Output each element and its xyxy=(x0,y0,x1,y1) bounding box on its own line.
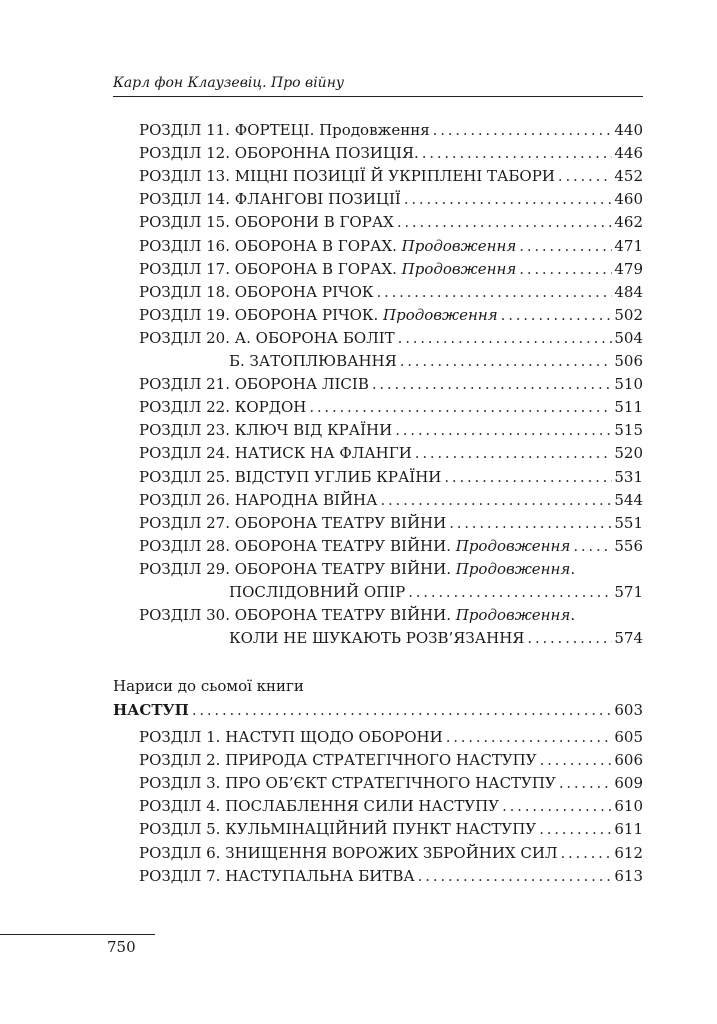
toc-part-entry[interactable] xyxy=(113,700,643,720)
toc-page-number: 511 xyxy=(614,398,643,417)
toc-entry[interactable] xyxy=(139,374,643,394)
toc-entry[interactable] xyxy=(139,727,643,747)
toc-entry-title xyxy=(139,120,430,140)
toc-entry-text: РОЗДІЛ 29. ОБОРОНА ТЕАТРУ ВІЙНИ. xyxy=(139,559,456,578)
toc-entry[interactable] xyxy=(139,750,643,770)
toc-entry-text: РОЗДІЛ 24. НАТИСК НА ФЛАНГИ xyxy=(139,444,412,463)
toc-entry[interactable] xyxy=(139,212,643,232)
toc-entry-title xyxy=(139,536,570,556)
toc-entry-title xyxy=(139,843,557,863)
leader-dots xyxy=(433,120,613,140)
toc-entry-text: РОЗДІЛ 3. ПРО ОБ’ЄКТ СТРАТЕГІЧНОГО НАСТУПУ xyxy=(139,774,556,793)
toc-page-number: 609 xyxy=(614,774,643,793)
leader-dots xyxy=(380,490,612,510)
toc-entry-text: РОЗДІЛ 4. ПОСЛАБЛЕННЯ СИЛИ НАСТУПУ xyxy=(139,797,500,816)
leader-dots xyxy=(540,750,613,770)
leader-dots xyxy=(446,727,613,747)
leader-dots xyxy=(560,843,612,863)
toc-entry-title xyxy=(139,750,537,770)
toc-entry-title xyxy=(139,236,516,256)
toc-entry[interactable] xyxy=(139,819,643,839)
toc-page-number: 574 xyxy=(614,629,643,648)
toc-entry[interactable] xyxy=(139,559,643,579)
toc-entry-text: РОЗДІЛ 11. ФОРТЕЦІ. Продовження xyxy=(139,121,430,139)
toc-entry-text: РОЗДІЛ 7. НАСТУПАЛЬНА БИТВА xyxy=(139,866,415,885)
toc-entry-title xyxy=(139,796,499,816)
toc-entry-title xyxy=(139,420,392,440)
leader-dots xyxy=(192,700,613,720)
toc-entry-title xyxy=(139,727,443,747)
toc-entry-text: РОЗДІЛ 30. ОБОРОНА ТЕАТРУ ВІЙНИ. xyxy=(139,606,456,625)
toc-entry-title xyxy=(139,166,555,186)
toc-entry[interactable] xyxy=(139,796,643,816)
toc-entry[interactable] xyxy=(229,351,643,371)
toc-entry-title xyxy=(139,189,401,209)
toc-page-number: 504 xyxy=(614,328,643,347)
toc-entry-title xyxy=(229,582,405,602)
toc-entry-title xyxy=(139,866,415,886)
section-title: Нариси до сьомої книги xyxy=(113,677,304,695)
toc-entry[interactable] xyxy=(139,773,643,793)
toc-page-number: 611 xyxy=(614,820,643,839)
toc-entry-title xyxy=(139,467,441,487)
toc-page-number: 440 xyxy=(614,121,643,139)
toc-entry-text: РОЗДІЛ 17. ОБОРОНА В ГОРАХ. xyxy=(139,259,402,278)
toc-page-number: 515 xyxy=(614,421,643,440)
leader-dots xyxy=(502,796,612,816)
leader-dots xyxy=(559,773,613,793)
toc-page-number: 544 xyxy=(614,490,643,509)
toc-entry-text: Б. ЗАТОПЛЮВАННЯ xyxy=(229,352,397,370)
toc-entry[interactable] xyxy=(139,513,643,533)
toc-page-number: 571 xyxy=(614,583,643,601)
toc-entry-text: РОЗДІЛ 26. НАРОДНА ВІЙНА xyxy=(139,490,378,509)
toc-entry-title xyxy=(139,212,394,232)
toc-page-number: 479 xyxy=(614,259,643,278)
toc-page-number: 506 xyxy=(614,352,643,370)
toc-entry-tail: . xyxy=(570,559,576,578)
leader-dots xyxy=(377,282,613,302)
toc-entry[interactable] xyxy=(139,443,643,463)
leader-dots xyxy=(519,259,612,279)
toc-entry-title xyxy=(139,490,377,510)
toc-page-number: 605 xyxy=(614,728,643,746)
leader-dots xyxy=(444,467,612,487)
leader-dots xyxy=(501,305,613,325)
toc-entry[interactable] xyxy=(229,628,643,648)
leader-dots xyxy=(404,189,613,209)
toc-entry-title xyxy=(139,559,575,579)
toc-entry-continuation: Продовження xyxy=(401,236,517,255)
toc-entry[interactable] xyxy=(139,467,643,487)
toc-entry-text: РОЗДІЛ 22. КОРДОН xyxy=(139,398,307,417)
toc-entry-text: РОЗДІЛ 15. ОБОРОНИ В ГОРАХ xyxy=(139,213,394,232)
toc-entry-text: РОЗДІЛ 12. ОБОРОННА ПОЗИЦІЯ. xyxy=(139,144,419,163)
toc-entry[interactable] xyxy=(139,328,643,348)
leader-dots xyxy=(558,166,612,186)
toc-entry[interactable] xyxy=(139,282,643,302)
toc-entry-title xyxy=(139,605,575,625)
running-header: Карл фон Клаузевіц. Про війну xyxy=(113,75,345,91)
toc-entry-title xyxy=(139,443,412,463)
toc-entry-text: РОЗДІЛ 19. ОБОРОНА РІЧОК. xyxy=(139,305,384,324)
toc-page-number: 460 xyxy=(614,190,643,209)
toc-entry-text: РОЗДІЛ 20. А. ОБОРОНА БОЛІТ xyxy=(139,328,395,347)
toc-entry-text: КОЛИ НЕ ШУКАЮТЬ РОЗВ’ЯЗАННЯ xyxy=(229,629,525,648)
toc-entry-continuation: Продовження xyxy=(401,259,517,278)
toc-entry[interactable] xyxy=(139,259,643,279)
toc-page-number: 612 xyxy=(614,843,643,862)
toc-entry-continuation: Продовження xyxy=(383,305,498,324)
toc-page-number: 603 xyxy=(614,701,643,719)
toc-page-number: 452 xyxy=(614,167,643,186)
toc-entry-title xyxy=(139,513,446,533)
toc-page-number: 556 xyxy=(614,536,643,555)
toc-page-number: 462 xyxy=(614,213,643,232)
toc-entry-title xyxy=(229,628,524,648)
toc-entry-title xyxy=(139,328,395,348)
toc-entry-title xyxy=(139,305,498,325)
leader-dots xyxy=(422,143,613,163)
leader-dots xyxy=(415,443,613,463)
leader-dots xyxy=(400,351,613,371)
leader-dots xyxy=(573,536,612,556)
toc-entry-tail: . xyxy=(570,606,576,625)
leader-dots xyxy=(449,513,612,533)
toc-entry[interactable] xyxy=(139,305,643,325)
toc-entry-title xyxy=(139,374,369,394)
toc-page-number: 613 xyxy=(614,866,643,885)
leader-dots xyxy=(395,420,612,440)
leader-dots xyxy=(418,866,613,886)
toc-entry-continuation: Продовження xyxy=(455,606,571,625)
toc-entry[interactable] xyxy=(139,143,643,163)
toc-page-number: 446 xyxy=(614,144,643,163)
toc-entry-title xyxy=(139,773,556,793)
leader-dots xyxy=(408,582,612,602)
toc-entry-text: РОЗДІЛ 25. ВІДСТУП УГЛИБ КРАЇНИ xyxy=(139,467,442,486)
toc-entry-text: РОЗДІЛ 13. МІЦНІ ПОЗИЦІЇ Й УКРІПЛЕНІ ТАБОРИ xyxy=(139,167,555,186)
toc-entry-text: РОЗДІЛ 21. ОБОРОНА ЛІСІВ xyxy=(139,375,369,394)
header-rule xyxy=(113,96,643,97)
toc-entry[interactable] xyxy=(139,536,643,556)
part-title: НАСТУП xyxy=(113,701,189,719)
toc-entry-title xyxy=(139,143,419,163)
toc-entry[interactable] xyxy=(139,843,643,863)
leader-dots xyxy=(539,819,612,839)
toc-entry[interactable] xyxy=(139,866,643,886)
leader-dots xyxy=(527,628,612,648)
toc-entry-text: РОЗДІЛ 27. ОБОРОНА ТЕАТРУ ВІЙНИ xyxy=(139,513,447,532)
toc-entry[interactable] xyxy=(139,189,643,209)
toc-entry[interactable] xyxy=(139,605,643,625)
toc-entry-text: РОЗДІЛ 5. КУЛЬМІНАЦІЙНИЙ ПУНКТ НАСТУПУ xyxy=(139,820,537,839)
leader-dots xyxy=(398,328,613,348)
toc-entry-text: ПОСЛІДОВНИЙ ОПІР xyxy=(229,583,406,601)
toc-page-number: 484 xyxy=(614,282,643,301)
toc-page-number: 606 xyxy=(614,751,643,770)
toc-entry-continuation: Продовження xyxy=(455,536,571,555)
toc-page-number: 510 xyxy=(614,375,643,394)
page-number: 750 xyxy=(107,938,136,956)
toc-entry-text: РОЗДІЛ 2. ПРИРОДА СТРАТЕГІЧНОГО НАСТУПУ xyxy=(139,751,537,770)
toc-entry-title xyxy=(139,282,374,302)
toc-entry[interactable] xyxy=(139,420,643,440)
toc-entry-title xyxy=(229,351,397,371)
toc-entry-title xyxy=(139,397,306,417)
toc-page-number: 551 xyxy=(614,513,643,532)
toc-entry-continuation: Продовження xyxy=(455,559,571,578)
toc-entry-title xyxy=(139,819,536,839)
toc-page-number: 520 xyxy=(614,444,643,463)
toc-entry[interactable] xyxy=(139,397,643,417)
toc-entry-text: РОЗДІЛ 28. ОБОРОНА ТЕАТРУ ВІЙНИ. xyxy=(139,536,456,555)
leader-dots xyxy=(372,374,613,394)
leader-dots xyxy=(397,212,613,232)
toc-page-number: 502 xyxy=(614,305,643,324)
toc-entry-text: РОЗДІЛ 6. ЗНИЩЕННЯ ВОРОЖИХ ЗБРОЙНИХ СИЛ xyxy=(139,843,558,862)
toc-page-number: 610 xyxy=(614,797,643,816)
toc-entry[interactable] xyxy=(139,166,643,186)
toc-entry-text: РОЗДІЛ 16. ОБОРОНА В ГОРАХ. xyxy=(139,236,402,255)
toc-entry-title xyxy=(139,259,516,279)
toc-entry-text: РОЗДІЛ 18. ОБОРОНА РІЧОК xyxy=(139,282,374,301)
toc-page-number: 471 xyxy=(614,236,643,255)
leader-dots xyxy=(519,236,612,256)
toc-entry[interactable] xyxy=(139,236,643,256)
toc-page-number: 531 xyxy=(614,467,643,486)
toc-entry-text: РОЗДІЛ 14. ФЛАНГОВІ ПОЗИЦІЇ xyxy=(139,190,401,209)
toc-entry[interactable] xyxy=(139,490,643,510)
footer-rule xyxy=(0,934,155,935)
toc-entry-text: РОЗДІЛ 23. КЛЮЧ ВІД КРАЇНИ xyxy=(139,421,393,440)
toc-entry-text: РОЗДІЛ 1. НАСТУП ЩОДО ОБОРОНИ xyxy=(139,728,443,746)
leader-dots xyxy=(309,397,612,417)
toc-entry[interactable] xyxy=(229,582,643,602)
toc-entry[interactable] xyxy=(139,120,643,140)
